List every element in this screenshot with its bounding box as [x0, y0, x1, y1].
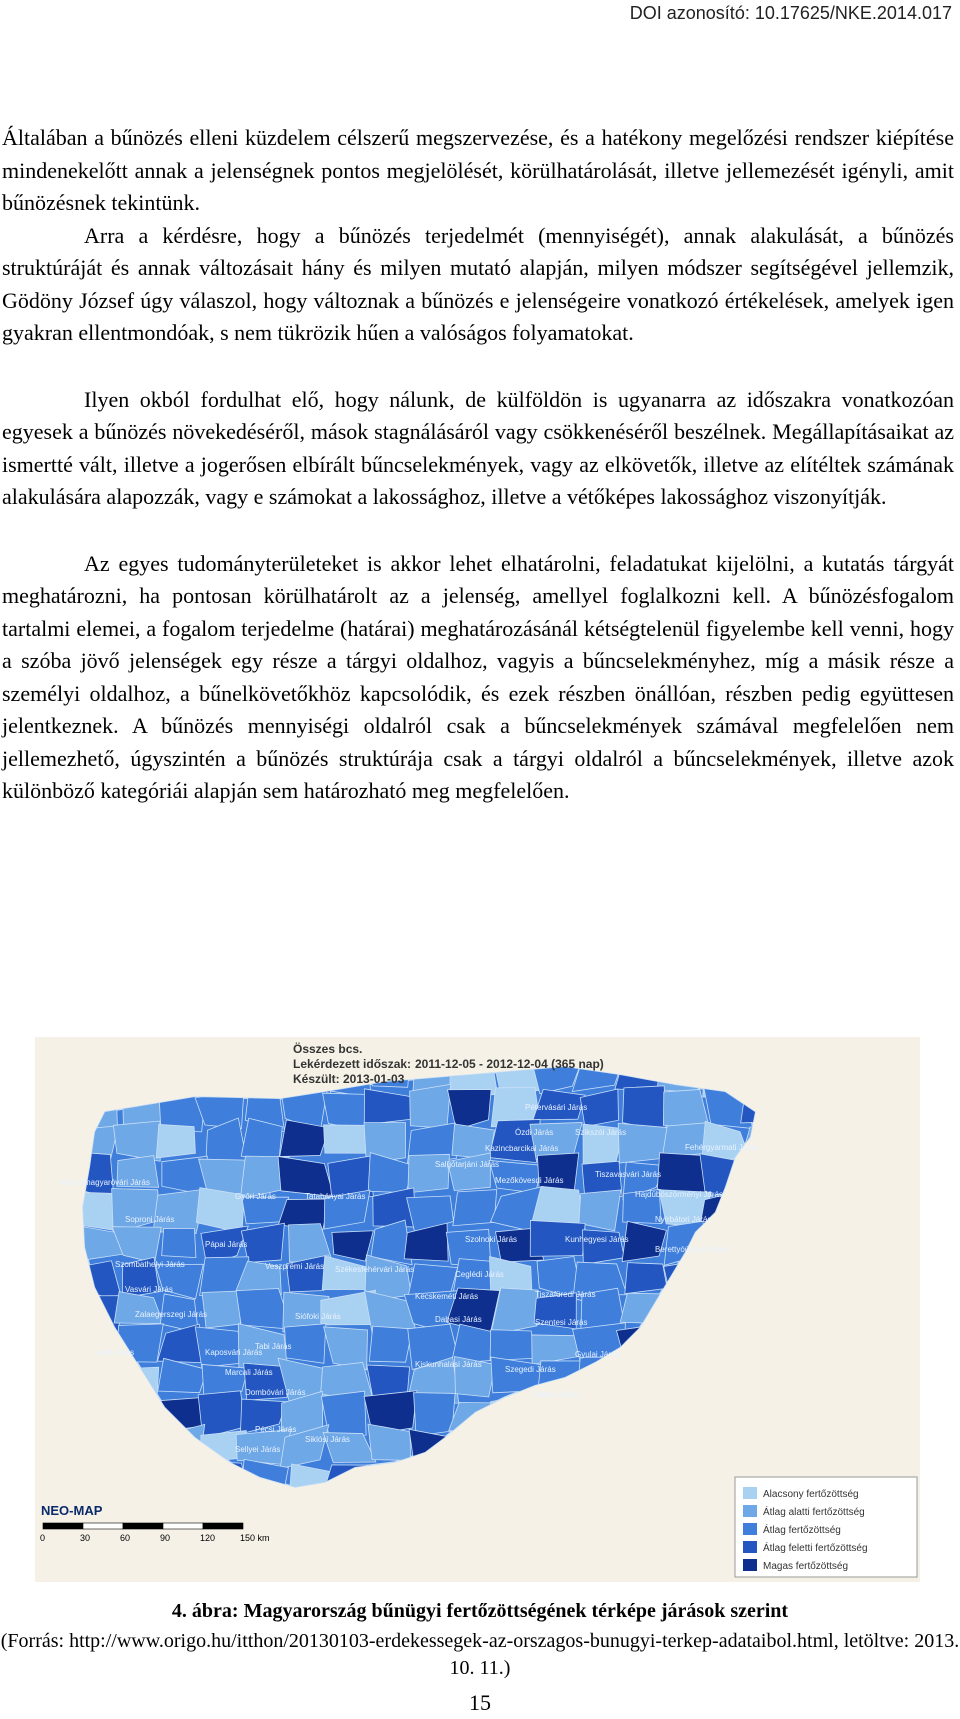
- scale-segment: [203, 1523, 243, 1529]
- district-label: Kaposvári Járás: [205, 1348, 263, 1357]
- district-label: Hajdúböszörményi Járás: [635, 1190, 724, 1199]
- page-number: 15: [469, 1690, 491, 1715]
- scale-tick-label: 60: [120, 1533, 131, 1543]
- crime-map-figure: [35, 1037, 920, 1582]
- district-label: Tiszavasvári Járás: [595, 1170, 661, 1179]
- district-area: [162, 1228, 196, 1257]
- scale-tick-label: 0: [40, 1533, 46, 1543]
- body-text: [2, 122, 954, 808]
- scale-tick-label: 30: [80, 1533, 91, 1543]
- district-area: [453, 1190, 497, 1226]
- district-area: [625, 1263, 667, 1294]
- scale-tick-label: 120: [200, 1533, 216, 1543]
- district-label: Siófoki Járás: [295, 1312, 341, 1321]
- figure-source: (Forrás: http://www.origo.hu/itthon/20130103-erdekessegek-az-orszagos-bunugyi-terkep-adataibol.html, letöltve: 2013. 10. 11.): [0, 1630, 960, 1679]
- legend-swatch: [743, 1559, 757, 1571]
- doi-header: DOI azonosító: 10.17625/NKE.2014.017: [629, 3, 952, 23]
- scale-tick-label: 150 km: [240, 1533, 270, 1543]
- paragraph-2: Arra a kérdésre, hogy a bűnözés terjedelmét (mennyiségét), annak alakulását, a bűnözés struktúráját és annak változásait hány és milyen mutató alapján, milyen módszer segítségével jellemzik, Gödöny József úgy válaszol, hogy változnak a bűnözés e jelenségeire vonatkozó értékelések, amelyek igen gyakran ellentmondóak, s nem tükrözik hűen a valóságos folyamatokat.: [2, 222, 954, 345]
- district-label: Ózdi Járás: [515, 1128, 554, 1137]
- scale-segment: [123, 1523, 163, 1529]
- district-label: Mosonmagyaróvári Járás: [60, 1178, 150, 1187]
- district-label: Veszprémi Járás: [265, 1262, 325, 1271]
- district-label: Székesfehérvári Járás: [335, 1265, 415, 1274]
- paragraph-4: Az egyes tudományterületeket is akkor lehet elhatárolni, feladatukat kijelölni, a kutatás tárgyát meghatározni, ha pontosan körülhatárolt az a jelenség, amellyel foglalkozni kell. A bűnözésfogalom tartalmi elemei, a fogalom terjedelme (határai) meghatározásánál kétségtelenül figyelembe kell venni, hogy a szóba jövő jelenségek egy része a tárgyi oldalhoz, vagyis a bűncselekményhez, míg a másik része a személyi oldalhoz, a bűnelkövetőkhöz kapcsolódik, és ezek részben önállóan, részben pedig együttesen jelentkeznek. A bűnözés mennyiségi oldalról csak a bűncselekmények számával megfelelően nem jellemezhető, úgyszintén a bűnözés struktúrája csak a tárgyi oldalról a bűncselekmények, illetve azok különböző kategóriái alapján sem határozható meg megfelelően.: [2, 550, 954, 803]
- district-label: Pétervásári Járás: [525, 1103, 588, 1112]
- info-title: Összes bcs.: [293, 1042, 363, 1056]
- district-area: [369, 1326, 412, 1362]
- scale-segment: [43, 1523, 83, 1529]
- legend-label: Átlag fertőzöttség: [763, 1525, 841, 1536]
- paragraph-3: Ilyen okból fordulhat elő, hogy nálunk, de külföldön is ugyanarra az időszakra vonatkozóan egyesek a bűnözés növekedéséről, mások stagnálásáról vagy csökkenéséről beszélnek. Megállapításaikat az ismertté vált, illetve a jogerősen elbírált bűncselekmények, vagy az elkövetők, illetve az elítéltek számának alakulására alapozzák, vagy e számokat a lakossághoz, illetve a vétőképes lakossághoz viszonyítják.: [2, 386, 954, 509]
- district-label: Berettyóújfalui Járás: [655, 1245, 728, 1254]
- district-label: Marcali Járás: [225, 1368, 273, 1377]
- district-label: Kunhegyesi Járás: [565, 1235, 629, 1244]
- district-label: Gyulai Járás: [575, 1350, 620, 1359]
- neo-map-logo: NEO-MAP: [41, 1503, 103, 1518]
- district-label: Szolnoki Járás: [465, 1235, 518, 1244]
- district-label: Dombóvári Járás: [245, 1388, 306, 1397]
- district-label: Győri Járás: [235, 1192, 276, 1201]
- district-label: Szikszói Járás: [575, 1128, 627, 1137]
- info-made: Készült: 2013-01-03: [293, 1072, 405, 1086]
- district-label: Sellyei Járás: [235, 1445, 281, 1454]
- district-label: Soproni Járás: [125, 1215, 175, 1224]
- district-label: Mezőkövesdi Járás: [495, 1176, 564, 1185]
- district-label: Kecskeméti Járás: [415, 1292, 479, 1301]
- legend-swatch: [743, 1487, 757, 1499]
- legend-swatch: [743, 1541, 757, 1553]
- legend: [735, 1477, 917, 1577]
- district-label: Szentesi Járás: [535, 1318, 588, 1327]
- district-label: Salgótarjáni Járás: [435, 1160, 500, 1169]
- district-label: Pápai Járás: [205, 1240, 248, 1249]
- district-area: [490, 1330, 535, 1361]
- scale-tick-label: 90: [160, 1533, 171, 1543]
- legend-label: Átlag alatti fertőzöttség: [763, 1507, 865, 1518]
- district-label: Tabi Járás: [255, 1342, 292, 1351]
- paragraph-1: Általában a bűnözés elleni küzdelem célszerű megszervezése, és a hatékony megelőzési rendszer kiépítése mindenekelőtt annak a jelenségnek pontos megjelölését, körülhatárolását, illetve jellemezését igényli, amit bűnözésnek tekintünk.: [2, 125, 954, 215]
- district-area: [410, 1084, 451, 1128]
- info-period-label: Lekérdezett időszak:: [293, 1057, 412, 1071]
- legend-swatch: [743, 1523, 757, 1535]
- district-label: Dabasi Járás: [435, 1315, 482, 1324]
- district-label: Lenti Járás: [95, 1348, 135, 1357]
- district-label: Kiskunhalasi Járás: [415, 1360, 482, 1369]
- district-label: Szegedi Járás: [505, 1365, 556, 1374]
- district-label: Siklósi Járás: [305, 1435, 350, 1444]
- district-label: Tatabányai Járás: [305, 1192, 366, 1201]
- scale-segment: [163, 1523, 203, 1529]
- legend-label: Alacsony fertőzöttség: [763, 1489, 859, 1500]
- district-label: Zalaegerszegi Járás: [135, 1310, 208, 1319]
- district-label: Szombathelyi Járás: [115, 1260, 185, 1269]
- district-area: [662, 1123, 707, 1157]
- district-area: [156, 1124, 195, 1158]
- district-label: Nyírbátori Járás: [655, 1215, 712, 1224]
- district-label: Vasvári Járás: [125, 1285, 173, 1294]
- district-label: Pécsi Járás: [255, 1425, 297, 1434]
- info-period-value: 2011-12-05 - 2012-12-04 (365 nap): [415, 1057, 604, 1071]
- figure-caption: 4. ábra: Magyarország bűnügyi fertőzöttségének térképe járások szerint: [171, 1600, 789, 1622]
- district-label: Makói Járás: [535, 1390, 579, 1399]
- district-label: Fehérgyarmati Járás: [685, 1143, 759, 1152]
- legend-swatch: [743, 1505, 757, 1517]
- district-label: Kazincbarcikai Járás: [485, 1144, 559, 1153]
- legend-label: Átlag feletti fertőzöttség: [763, 1543, 868, 1554]
- district-label: Tiszafüredi Járás: [535, 1290, 596, 1299]
- district-label: Ceglédi Járás: [455, 1270, 504, 1279]
- scale-segment: [83, 1523, 123, 1529]
- legend-label: Magas fertőzöttség: [763, 1561, 849, 1572]
